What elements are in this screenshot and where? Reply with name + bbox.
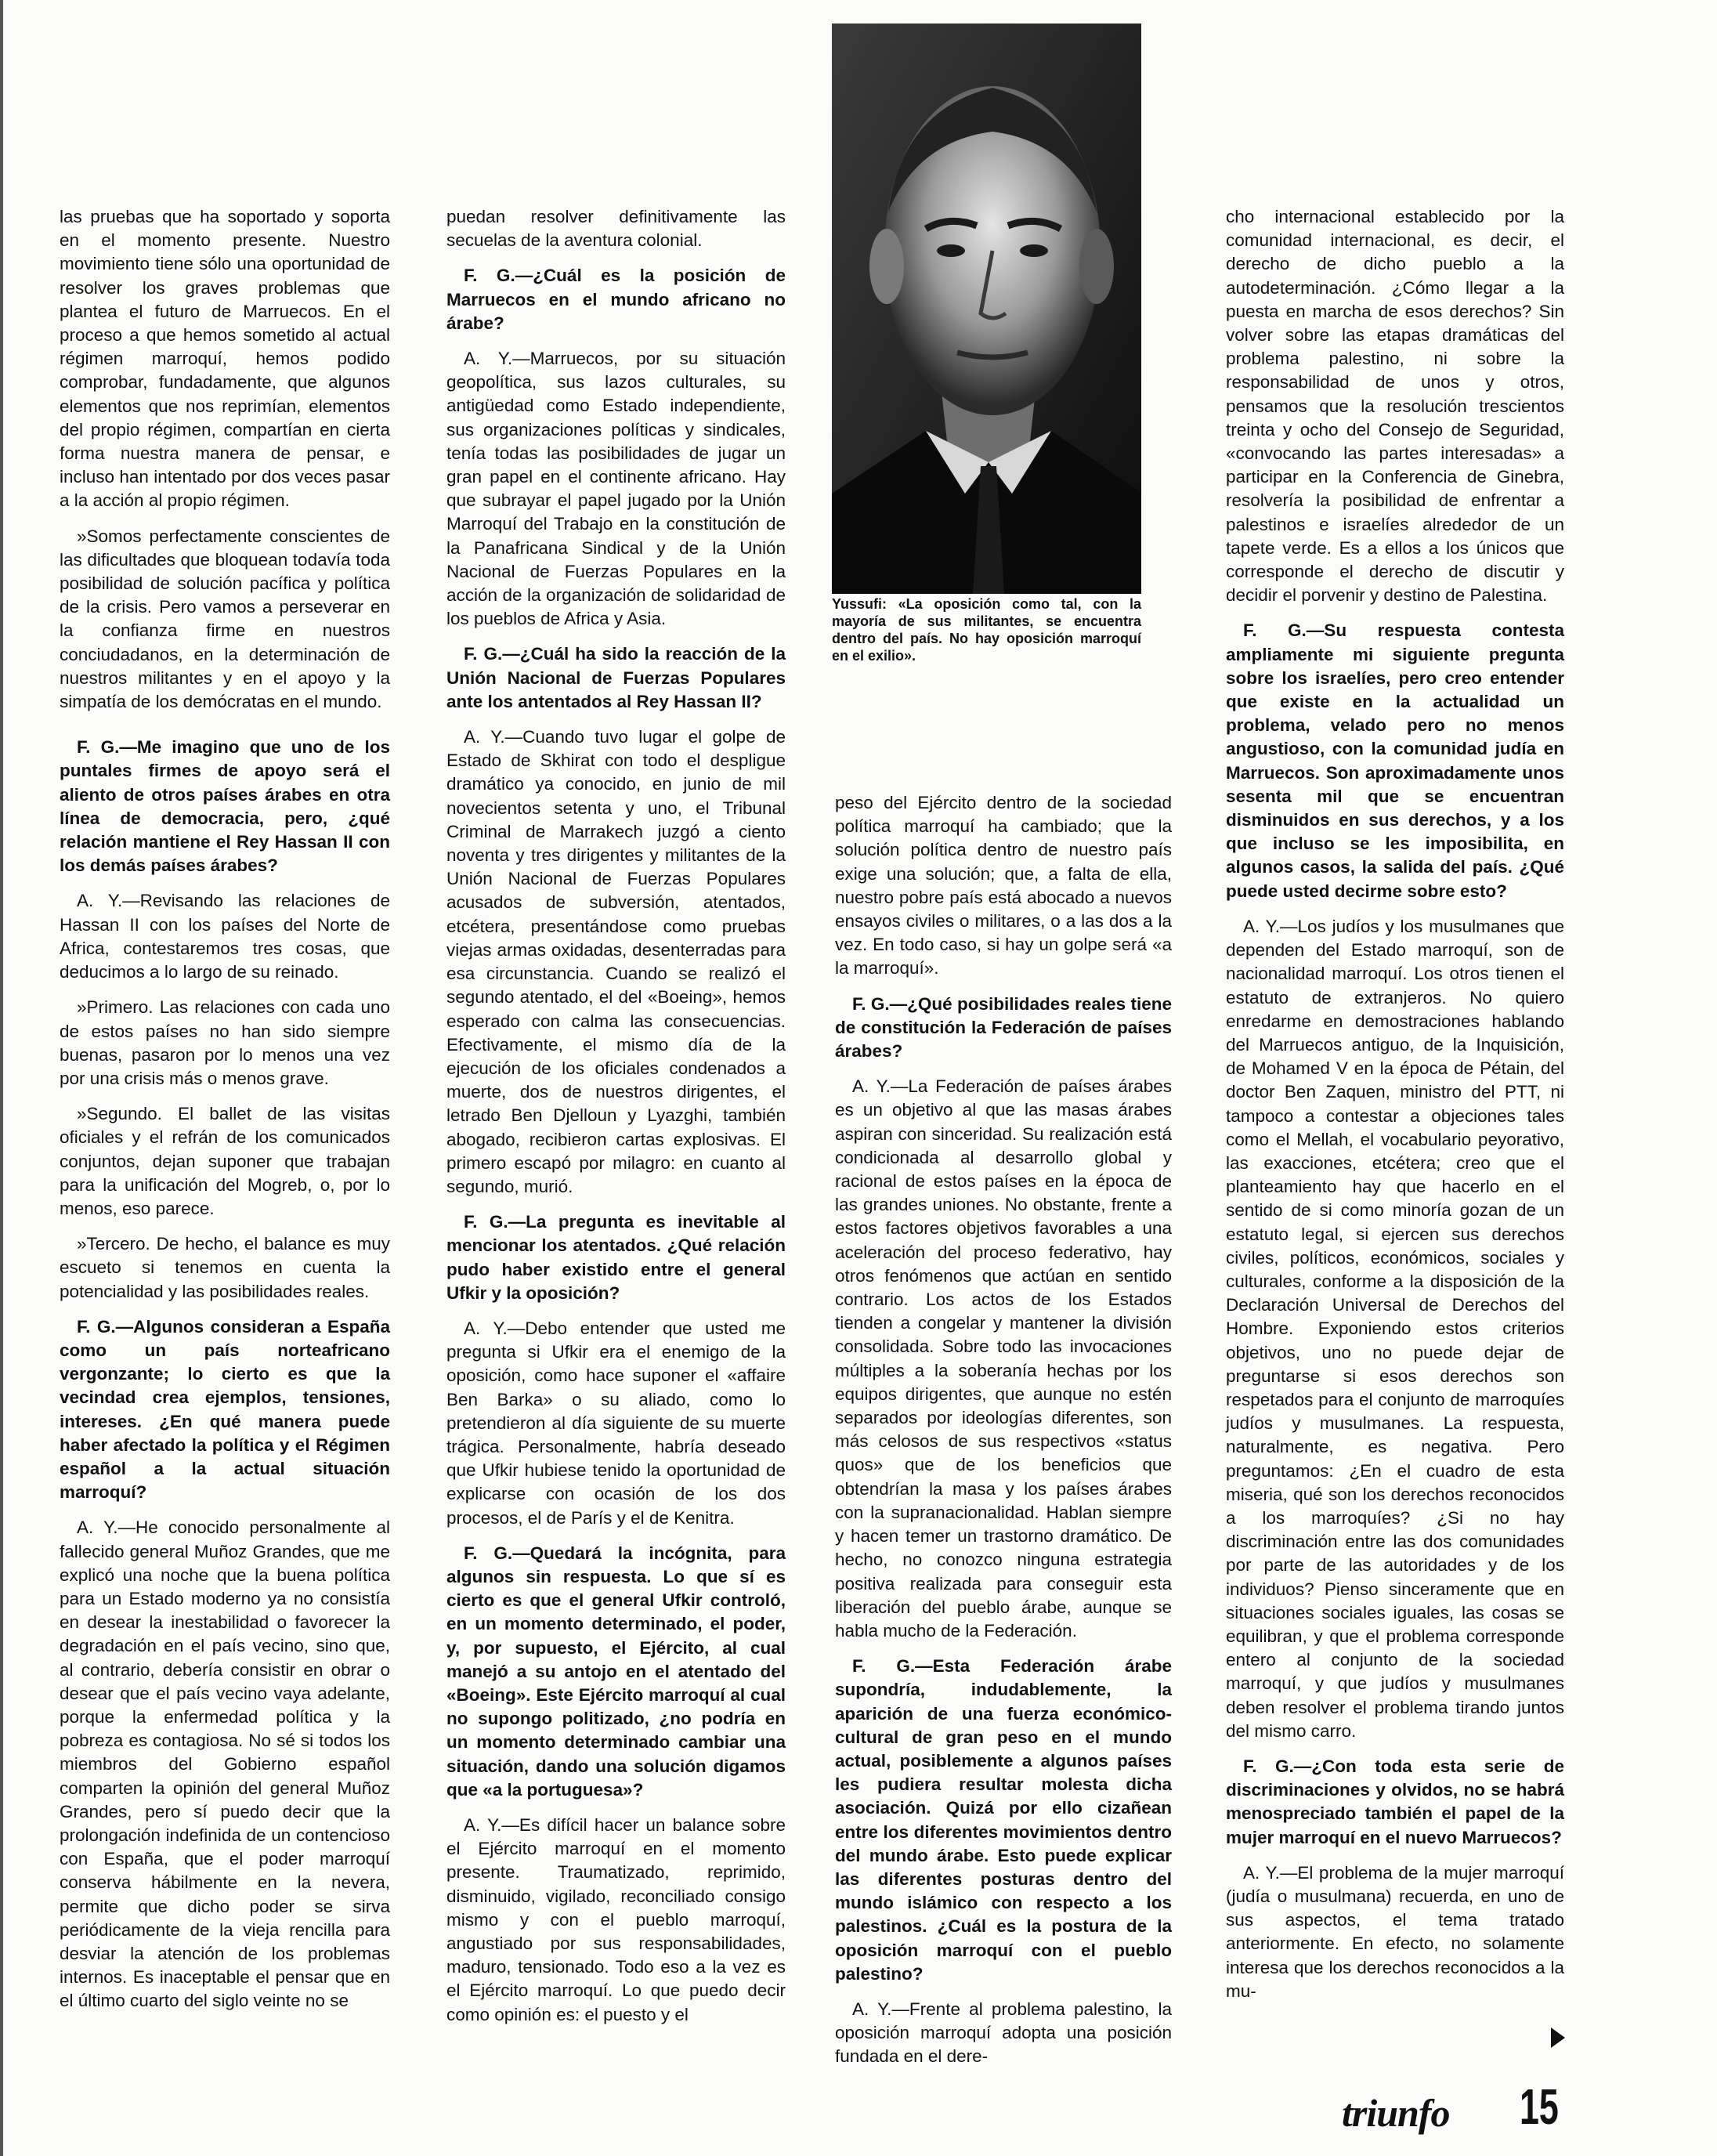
question-paragraph: F. G.—Quedará la incógnita, para algunos sin respuesta. Lo que sí es cierto es que el general Ufkir controló, en un momento determinado, el poder, y, por supuesto, el Ejército, al cual manejó a su antojo en el atentado del «Boeing». Este Ejército marroquí al cual no supongo politizado, ¿no podría en un momento determinado cambiar una situación, dando una solución digamos que «a la portuguesa»? [446, 1543, 786, 1800]
photo-caption: Yussufi: «La oposición como tal, con la mayoría de sus militantes, se encuentra dentro del país. No hay oposición marroquí en el exilio». [832, 596, 1141, 664]
answer-paragraph: A. Y.—Cuando tuvo lugar el golpe de Estado de Skhirat con todo el despligue dramático ya conocido, en junio de mil novecientos setenta y uno, el Tribunal Criminal de Marrakech juzgó a ciento noventa y tres dirigentes y militantes de la Unión Nacional de Fuerzas Populares acusados de subversión, atentados, etcétera, presentándose como pruebas viejas armas oxidadas, desenterradas para esa circunstancia. Cuando se realizó el segundo atentado, el del «Boeing», hemos esperado con calma las consecuencias. Efectivamente, el mismo día de la ejecución de los oficiales condenados a muerte, dos de nuestros dirigentes, el letrado Ben Djelloun y Lyazghi, también abogado, recibieron cartas explosivas. El primero escapó por milagro: en cuanto al segundo, murió. [446, 727, 786, 1196]
paragraph: cho internacional establecido por la comunidad internacional, es decir, el derecho de dicho pueblo a la autodeterminación. ¿Cómo llegar a la puesta en marcha de esos derechos? Sin volver sobre las etapas dramáticas del problema palestino, ni sobre la responsabilidad de unos y otros, pensamos que la resolución trescientos treinta y ocho del Consejo de Seguridad, «convocando las partes interesadas» a participar en la Conferencia de Ginebra, resolvería la posibilidad de enfrentar a palestinos e israelíes alrededor de un tapete verde. Es a ellos a los únicos que corresponde el derecho de discutir y decidir el porvenir y destino de Palestina. [1226, 207, 1564, 606]
answer-paragraph: A. Y.—He conocido personalmente al fallecido general Muñoz Grandes, que me explicó una noche que la buena política para un Estado moderno ya no consistía en desear la inestabilidad o favorecer la degradación en el país vecino, sino que, al contrario, debería consistir en obrar o desear que el país vecino vaya adelante, porque la enfermedad política y la pobreza es contagiosa. No sé si todos los miembros del Gobierno español comparten la opinión del general Muñoz Grandes, pero sí puedo decir que la prolongación indefinida de un contencioso con España, que el poder marroquí conserva hábilmente en la nevera, permite que dicho poder se sirva periódicamente de la vieja rencilla para desviar la atención de los problemas internos. Es inaceptable el pensar que en el último cuarto del siglo veinte no se [60, 1518, 390, 2011]
answer-paragraph: A. Y.—El problema de la mujer marroquí (judía o musulmana) recuerda, en uno de sus aspectos, el tema tratado anteriormente. En efecto, no solamente interesa que los derechos reconocidos a la mu- [1226, 1862, 1564, 2001]
portrait-photo [832, 24, 1141, 594]
page-number: 15 [1520, 2078, 1559, 2135]
paragraph: »Primero. Las relaciones con cada uno de estos países no han sido siempre buenas, pasaron por lo menos una vez por una crisis más o menos grave. [60, 997, 390, 1088]
answer-paragraph: A. Y.—Marruecos, por su situación geopolítica, sus lazos culturales, su antigüedad como Estado independiente, sus organizaciones políticas y sindicales, tenía todas las posibilidades de jugar un gran papel en el continente africano. Hay que subrayar el papel jugado por la Unión Marroquí del Trabajo en la constitución de la Panafricana Sindical y de la Unión Nacional de Fuerzas Populares en la acción de la organización de solidaridad de los pueblos de Africa y Asia. [446, 349, 786, 629]
paragraph: peso del Ejército dentro de la sociedad política marroquí ha cambiado; que la solución política dentro de nuestro país exige una solución; que, a falta de ella, nuestro pobre país está abocado a nuevos ensayos civiles o militares, o a las dos a la vez. En todo caso, si hay un golpe será «a la marroquí». [835, 793, 1172, 979]
question-paragraph: F. G.—¿Qué posibilidades reales tiene de constitución la Federación de países árabes? [835, 993, 1172, 1062]
article-column-4 [1226, 205, 1564, 2031]
paragraph: »Somos perfectamente conscientes de las dificultades que bloquean todavía toda posibilidad de solución pacífica y política de la crisis. Pero vamos a perseverar en la confianza firme en nuestros conciudadanos, en la determinación de nuestros militantes y en el apoyo y la simpatía de los demócratas en el mundo. [60, 526, 390, 712]
question-paragraph: F. G.—Me imagino que uno de los puntales firmes de apoyo será el aliento de otros países árabes en otra línea de democracia, pero, ¿qué relación mantiene el Rey Hassan II con los demás países árabes? [60, 737, 390, 876]
answer-paragraph: A. Y.—Frente al problema palestino, la oposición marroquí adopta una posición fundada en el dere- [835, 1999, 1172, 2067]
answer-paragraph: A. Y.—La Federación de países árabes es un objetivo al que las masas árabes aspiran con sinceridad. Su realización está condicionada al desarrollo global y racional de estos países en la época de las grandes uniones. No obstante, frente a estos factores objetivos favorables a una aceleración del proceso federativo, hay otros fenómenos que actúan en sentido contrario. Los actos de los Estados tienden a congelar y mantener la división consolidada. Sobre todo las invocaciones múltiples a la soberanía hechas por los equipos dirigentes, que aunque no estén separados por ideologías diferentes, son más celosos de sus respectivos «status quos» que de los beneficios que obtendrían la masa y los países árabes con la supranacionalidad. Hablan siempre y hacen temer un trastorno dramático. De hecho, no conozco ninguna estrategia positiva realizada para conseguir esta liberación del pueblo árabe, aunque se habla mucho de la Federación. [835, 1076, 1172, 1641]
article-column-1 [60, 205, 390, 2011]
answer-paragraph: A. Y.—Es difícil hacer un balance sobre el Ejército marroquí en el momento presente. Traumatizado, reprimido, disminuido, vigilado, reconciliado consigo mismo y con el pueblo marroquí, angustiado por sus responsabilidades, maduro, tensionado. Todo eso a la vez es el Ejército marroquí. Lo que puedo decir como opinión es: el puesto y el [446, 1815, 786, 2024]
article-column-3 [835, 791, 1172, 2067]
question-paragraph: F. G.—Esta Federación árabe supondría, indudablemente, la aparición de una fuerza económico-cultural de gran peso en el mundo actual, posiblemente a algunos países les pudiera resultar molesta dicha asociación. Quizá por ello cizañean entre los diferentes movimientos dentro del mundo árabe. Esto puede explicar las diferentes posturas dentro del mundo islámico con respecto a los palestinos. ¿Cuál es la postura de la oposición marroquí con el pueblo palestino? [835, 1656, 1172, 1984]
magazine-logo: triunfo [1342, 2091, 1450, 2135]
paragraph: las pruebas que ha soportado y soporta en el momento presente. Nuestro movimiento tiene sólo una oportunidad de resolver los graves problemas que plantea el futuro de Marruecos. En el proceso a que hemos sometido al actual régimen marroquí, hemos podido comprobar, fundadamente, que algunos elementos que nos reprimían, elementos del propio régimen, compartían en cierta forma nuestra manera de pensar, e incluso han intentado por dos veces pasar a la acción al propio régimen. [60, 207, 390, 511]
paragraph: »Segundo. El ballet de las visitas oficiales y el refrán de los comunicados conjuntos, dejan suponer que trabajan para la unificación del Mogreb, o, por lo menos, eso parece. [60, 1104, 390, 1218]
question-paragraph: F. G.—¿Cuál ha sido la reacción de la Unión Nacional de Fuerzas Populares ante los antentados al Rey Hassan II? [446, 644, 786, 711]
page-edge-line [0, 0, 3, 2156]
question-paragraph: F. G.—Su respuesta contesta ampliamente mi siguiente pregunta sobre los israelíes, pero creo entender que existe en la actualidad un problema, velado pero no menos angustioso, con la comunidad judía en Marruecos. Son aproximadamente unos sesenta mil que se encuentran disminuidos en sus derechos, y a los que incluso se les imposibilita, en algunos casos, la salida del país. ¿Qué puede usted decirme sobre esto? [1226, 620, 1564, 901]
continue-arrow-icon [1549, 2026, 1567, 2049]
paragraph: »Tercero. De hecho, el balance es muy escueto si tenemos en cuenta la potencialidad y las posibilidades reales. [60, 1234, 390, 1301]
answer-paragraph: A. Y.—Revisando las relaciones de Hassan II con los países del Norte de Africa, contestaremos tres cosas, que deducimos a lo largo de su reinado. [60, 891, 390, 982]
question-paragraph: F. G.—¿Cuál es la posición de Marruecos en el mundo africano no árabe? [446, 266, 786, 333]
answer-paragraph: A. Y.—Los judíos y los musulmanes que dependen del Estado marroquí, son de nacionalidad marroquí. Los otros tienen el estatuto de extranjeros. No quiero enredarme en demostraciones hablando del Marruecos antiguo, de la Inquisición, de Mohamed V en la época de Pétain, del doctor Ben Zaquen, ministro del PTT, ni tampoco a contestar a objeciones tales como el Mellah, el vocabulario peyorativo, las exacciones, etcétera; creo que el planteamiento hay que hacerlo en el sentido de si como minoría gozan de un estatuto legal, si ejercen sus derechos civiles, políticos, económicos, sociales y culturales, conforme a la disposición de la Declaración Universal de Derechos del Hombre. Exponiendo estos criterios objetivos, uno no puede dejar de preguntarse si esos derechos son respetados para el conjunto de marroquíes judíos y musulmanes. La respuesta, naturalmente, es negativa. Pero preguntamos: ¿En el cuadro de esta miseria, qué son los derechos reconocidos a los marroquíes? ¿Si no hay discriminación entre las dos comunidades por parte de las autoridades y de los individuos? Pienso sinceramente que en situaciones sociales iguales, las cosas se equilibran, y que el problema corresponde entero al conjunto de la sociedad marroquí, y que judíos y musulmanes deben resolver el problema tirando juntos del mismo carro. [1226, 916, 1564, 1741]
paragraph: puedan resolver definitivamente las secuelas de la aventura colonial. [446, 207, 786, 251]
question-paragraph: F. G.—Algunos consideran a España como un país norteafricano vergonzante; lo cierto es que la vecindad crea ejemplos, tensiones, intereses. ¿En qué manera puede haber afectado la política y el Régimen español a la actual situación marroquí? [60, 1316, 390, 1503]
article-column-2 [446, 205, 786, 2024]
question-paragraph: F. G.—La pregunta es inevitable al mencionar los atentados. ¿Qué relación pudo haber existido entre el general Ufkir y la oposición? [446, 1212, 786, 1303]
answer-paragraph: A. Y.—Debo entender que usted me pregunta si Ufkir era el enemigo de la oposición, como hace suponer el «affaire Ben Barka» o su aliado, como lo pretendieron al día siguiente de su muerte trágica. Personalmente, habría deseado que Ufkir hubiese tenido la oportunidad de explicarse con ocasión de los dos procesos, el de París y el de Kenitra. [446, 1318, 786, 1528]
question-paragraph: F. G.—¿Con toda esta serie de discriminaciones y olvidos, no se habrá menospreciado también el papel de la mujer marroquí en el nuevo Marruecos? [1226, 1756, 1564, 1847]
